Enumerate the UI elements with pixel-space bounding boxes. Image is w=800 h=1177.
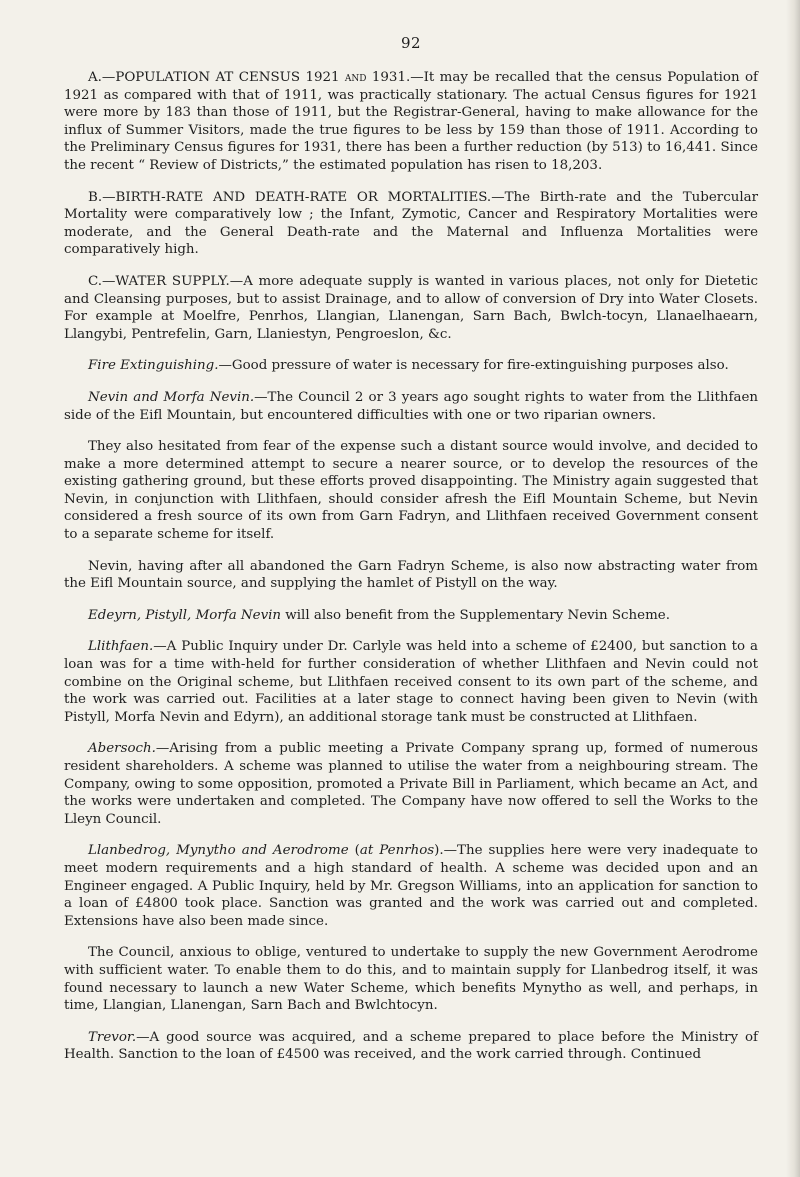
paragraph-abersoch	[64, 740, 758, 828]
subheading-llanbedrog: Llanbedrog, Mynytho and Aerodrome	[88, 843, 349, 859]
page-edge-shadow	[786, 0, 800, 1177]
subheading-edeyrn: Edeyrn, Pistyll, Morfa Nevin	[88, 607, 282, 623]
paragraph-birth-rate	[64, 189, 758, 259]
paragraph-text: —A good source was acquired, and a scheme prepared to place before the Ministry of Health. Sanction to the loan of £4500 was received, and the work carried through. Continued	[64, 1029, 758, 1063]
paragraph-text: —The Council 2 or 3 years ago sought rights to water from the Llithfaen side of the Eifl Mountain, but encountered difficulties with one or two riparian owners.	[64, 389, 758, 423]
paragraph-water-supply	[64, 273, 758, 343]
subheading-llithfaen: Llithfaen.	[88, 639, 154, 655]
paren-open: (	[348, 843, 360, 859]
paragraph-nevin-abandoned	[64, 558, 758, 593]
paragraph-text: —It may be recalled that the census Population of 1921 as compared with that of 1911, was practically stationary. The actual Census figures for 1921 were more by 183 than those of 1911, but the Registrar-General, having to make allowance for the influx of Summer Visitors, made the true figures to be less by 159 than those of 1911. According to the Preliminary Census figures for 1931, there has been a further reduction (by 513) to 16,441. Since the recent “ Review of Districts,” the estimated population has risen to 18,203.	[64, 70, 758, 173]
paragraph-text: —The supplies here were very inadequate to meet modern requirements and a high standard of health. A scheme was decided upon and an Engineer engaged. A Public Inquiry, held by Mr. Gregson Williams, into an application for sanction to a loan of £4800 took place. Sanction was granted and the work was carried out and completed. Extensions have also been made since.	[64, 843, 758, 929]
section-heading-birth-rate: B.—BIRTH-RATE AND DEATH-RATE OR MORTALITIES.	[88, 189, 492, 205]
paragraph-edeyrn	[64, 607, 758, 625]
heading-year: 1931.	[371, 70, 411, 85]
paragraph-council-oblige	[64, 944, 758, 1014]
subheading-penrhos: at Penrhos	[359, 843, 435, 859]
paragraph-text: —A Public Inquiry under Dr. Carlyle was held into a scheme of £2400, but sanction to a loan was for a time with-held for further consideration of whether Llithfaen and Nevin could not combine on the Original scheme, but Llithfaen received consent to its own part of the scheme, and the work was carried out. Facilities at a later stage to connect having been given to Nevin (with Pistyll, Morfa Nevin and Edyrn), an additional storage tank must be constructed at Llithfaen.	[64, 639, 758, 725]
subheading-abersoch: Abersoch.	[88, 741, 156, 757]
paragraph-text: —The Birth-rate and the Tubercular Mortality were comparatively low ; the Infant, Zymotic, Cancer and Respiratory Mortalities were moderate, and the General Death-rate and the Maternal and Influenza Mortalities were comparatively high.	[64, 189, 758, 258]
paren-close: ).	[434, 843, 444, 859]
paragraph-text: —Arising from a public meeting a Private Company sprang up, formed of numerous resident shareholders. A scheme was planned to utilise the water from a neighbouring stream. The Company, owing to some opposition, promoted a Private Bill in Parliament, which became an Act, and the works were undertaken and completed. The Company have now offered to sell the Works to the Lleyn Council.	[64, 741, 758, 827]
subheading-trevor: Trevor.	[88, 1029, 137, 1045]
section-heading-population: A.—POPULATION AT CENSUS 1921	[88, 70, 340, 85]
paragraph-llithfaen	[64, 638, 758, 726]
section-heading-water-supply: C.—WATER SUPPLY.	[88, 273, 230, 289]
paragraph-fire-extinguishing	[64, 357, 758, 375]
paragraph-population	[64, 69, 758, 175]
paragraph-text: Nevin, having after all abandoned the Garn Fadryn Scheme, is also now abstracting water from the Eifl Mountain source, and supplying the hamlet of Pistyll on the way.	[64, 558, 758, 592]
page-number: 92	[400, 34, 422, 52]
paragraph-hesitated	[64, 438, 758, 544]
paragraph-llanbedrog	[64, 842, 758, 930]
paragraph-text: The Council, anxious to oblige, ventured to undertake to supply the new Government Aerodrome with sufficient water. To enable them to do this, and to maintain supply for Llanbedrog itself, it was found necessary to launch a new Water Scheme, which benefits Mynytho as well, and perhaps, in time, Llangian, Llanengan, Sarn Bach and Bwlchtocyn.	[64, 945, 758, 1014]
paragraph-text: They also hesitated from fear of the expense such a distant source would involve, and decided to make a more determined attempt to secure a nearer source, or to develop the resources of the existing gathering ground, but these efforts proved disappointing. The Ministry again suggested that Nevin, in conjunction with Llithfaen, should consider afresh the Eifl Mountain Scheme, but Nevin considered a fresh source of its own from Garn Fadryn, and Llithfaen received Government consent to a separate scheme for itself.	[64, 439, 758, 543]
paragraph-text: —A more adequate supply is wanted in various places, not only for Dietetic and Cleansing purposes, but to assist Drainage, and to allow of conversion of Dry into Water Closets. For example at Moelfre, Penrhos, Llangian, Llanengan, Sarn Bach, Bwlch-tocyn, Llanaelhaearn, Llangybi, Pentrefelin, Garn, Llaniestyn, Pengroeslon, &c.	[64, 273, 758, 342]
paragraph-text: will also benefit from the Supplementary Nevin Scheme.	[281, 607, 670, 623]
subheading-fire-extinguishing: Fire Extinguishing.	[88, 358, 219, 374]
paragraph-nevin-morfa	[64, 389, 758, 424]
subheading-nevin-morfa: Nevin and Morfa Nevin.	[88, 389, 255, 405]
paragraph-trevor	[64, 1029, 758, 1064]
heading-conjunction: and	[344, 70, 367, 85]
paragraph-text: —Good pressure of water is necessary for fire-extinguishing purposes also.	[218, 358, 729, 374]
